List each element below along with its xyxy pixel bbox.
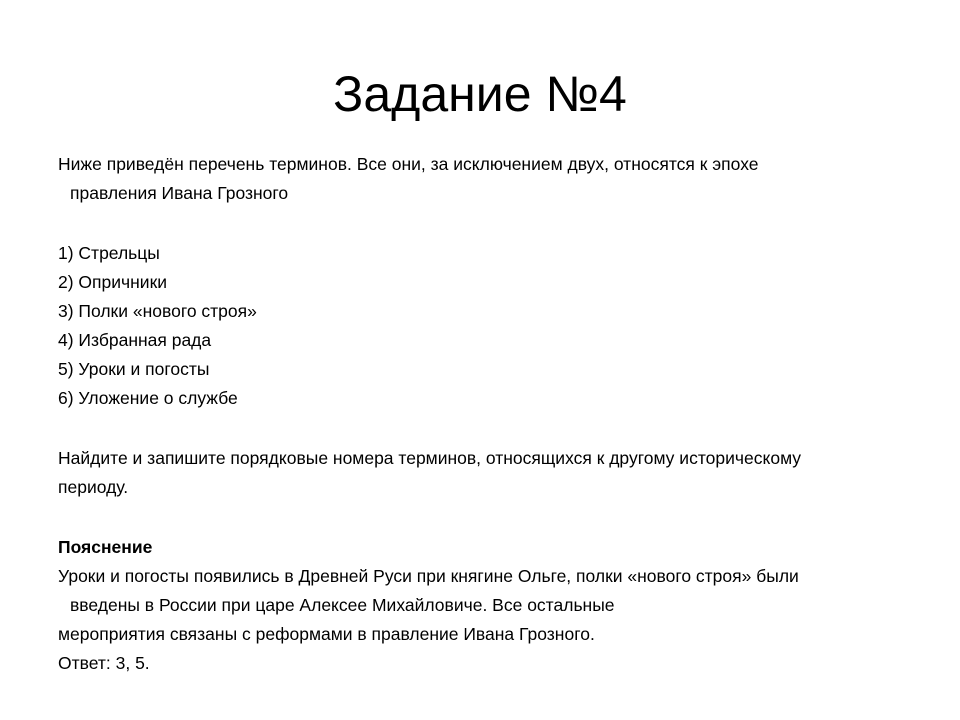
term-item: 1) Стрельцы	[58, 243, 160, 263]
spacer	[58, 413, 908, 444]
task-paragraph	[58, 444, 908, 502]
intro-paragraph	[58, 150, 908, 208]
answer-text: Ответ: 3, 5.	[58, 653, 150, 673]
slide-title: Задание №4	[333, 66, 627, 122]
spacer	[58, 208, 908, 239]
explanation-paragraph	[58, 562, 908, 620]
explanation-line-1: Уроки и погосты появились в Древней Руси при княгине Ольге, полки «нового строя» были	[58, 566, 799, 586]
spacer	[58, 502, 908, 533]
term-item: 2) Опричники	[58, 272, 168, 292]
explanation-line-3: мероприятия связаны с реформами в правление Ивана Грозного.	[58, 624, 595, 644]
explanation-line-2: введены в России при царе Алексее Михайловиче. Все остальные	[70, 595, 615, 615]
term-item: 3) Полки «нового строя»	[58, 301, 257, 321]
explanation-heading: Пояснение	[58, 537, 153, 557]
term-item: 5) Уроки и погосты	[58, 359, 210, 379]
terms-list	[58, 239, 908, 413]
task-line-2: периоду.	[58, 477, 129, 497]
task-line-1: Найдите и запишите порядковые номера терминов, относящихся к другому историческому	[58, 448, 802, 468]
term-item: 4) Избранная рада	[58, 330, 212, 350]
intro-line-1: Ниже приведён перечень терминов. Все они, за исключением двух, относятся к эпохе	[58, 154, 759, 174]
intro-line-2: правления Ивана Грозного	[70, 183, 289, 203]
term-item: 6) Уложение о службе	[58, 388, 238, 408]
slide-content	[58, 150, 908, 678]
